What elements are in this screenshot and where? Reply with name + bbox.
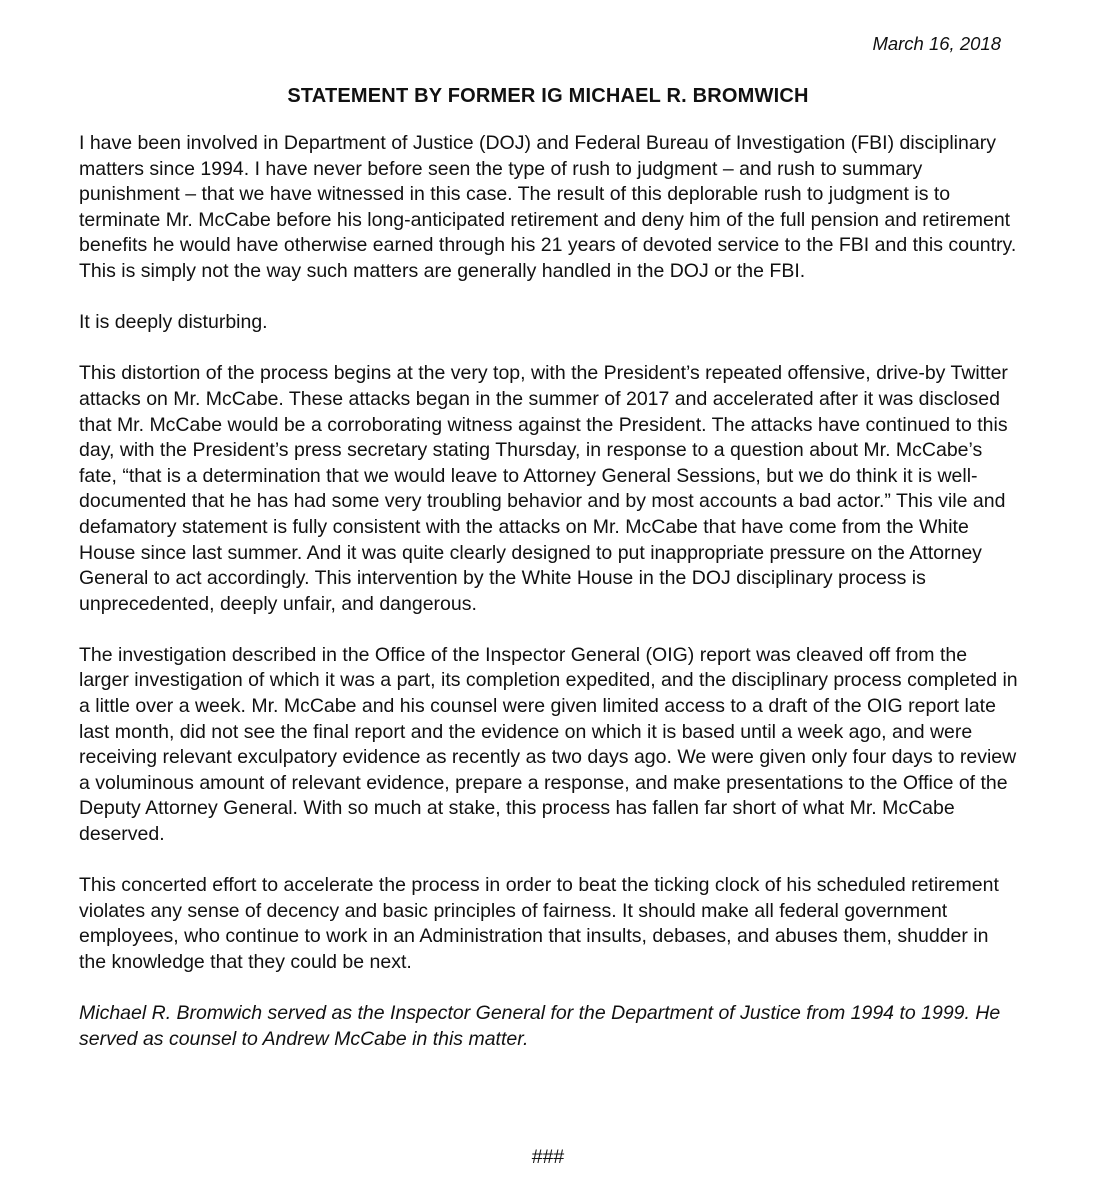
paragraph-distortion: This distortion of the process begins at the very top, with the President’s repeated offensive, drive-by Twitter attacks on Mr. McCabe. These attacks began in the summer of 2017 and accelerated after it was disclosed that Mr. McCabe would be a corroborating witness against the President. The attacks have continued to this day, with the President’s press secretary stating Thursday, in response to a question about Mr. McCabe’s fate, “that is a determination that we would leave to Attorney General Sessions, but we do think it is well-documented that he has had some very troubling behavior and by most accounts a bad actor.” This vile and defamatory statement is fully consistent with the attacks on Mr. McCabe that have come from the White House since last summer. And it was quite clearly designed to put inappropriate pressure on the Attorney General to act accordingly. This intervention by the White House in the DOJ disciplinary process is unprecedented, deeply unfair, and dangerous.	[79, 362, 1008, 615]
end-mark: ###	[531, 1146, 565, 1168]
paragraph-disturbing: It is deeply disturbing.	[79, 311, 268, 334]
paragraph-investigation: The investigation described in the Office of the Inspector General (OIG) report was cleaved off from the larger investigation of which it was a part, its completion expedited, and the disciplinary process completed in a little over a week. Mr. McCabe and his counsel were given limited access to a draft of the OIG report late last month, did not see the final report and the evidence on which it is based until a week ago, and were receiving relevant exculpatory evidence as recently as two days ago. We were given only four days to review a voluminous amount of relevant evidence, prepare a response, and make presentations to the Office of the Deputy Attorney General. With so much at stake, this process has fallen far short of what Mr. McCabe deserved.	[79, 643, 1018, 846]
paragraph-intro: I have been involved in Department of Justice (DOJ) and Federal Bureau of Investigation (FBI) disciplinary matters since 1994. I have never before seen the type of rush to judgment – and rush to summary punishment – that we have witnessed in this case. The result of this deplorable rush to judgment is to terminate Mr. McCabe before his long-anticipated retirement and deny him of the full pension and retirement benefits he would have otherwise earned through his 21 years of devoted service to the FBI and this country. This is simply not the way such matters are generally handled in the DOJ or the FBI.	[79, 132, 1017, 282]
bio-note: Michael R. Bromwich served as the Inspector General for the Department of Justice from 1994 to 1999. He served as counsel to Andrew McCabe in this matter.	[79, 1002, 1001, 1050]
statement-body	[79, 131, 1019, 1078]
statement-title: STATEMENT BY FORMER IG MICHAEL R. BROMWICH	[287, 85, 809, 107]
statement-date: March 16, 2018	[872, 33, 1001, 54]
paragraph-concerted-effort: This concerted effort to accelerate the process in order to beat the ticking clock of his scheduled retirement violates any sense of decency and basic principles of fairness. It should make all federal government employees, who continue to work in an Administration that insults, debases, and abuses them, shudder in the knowledge that they could be next.	[79, 874, 999, 973]
